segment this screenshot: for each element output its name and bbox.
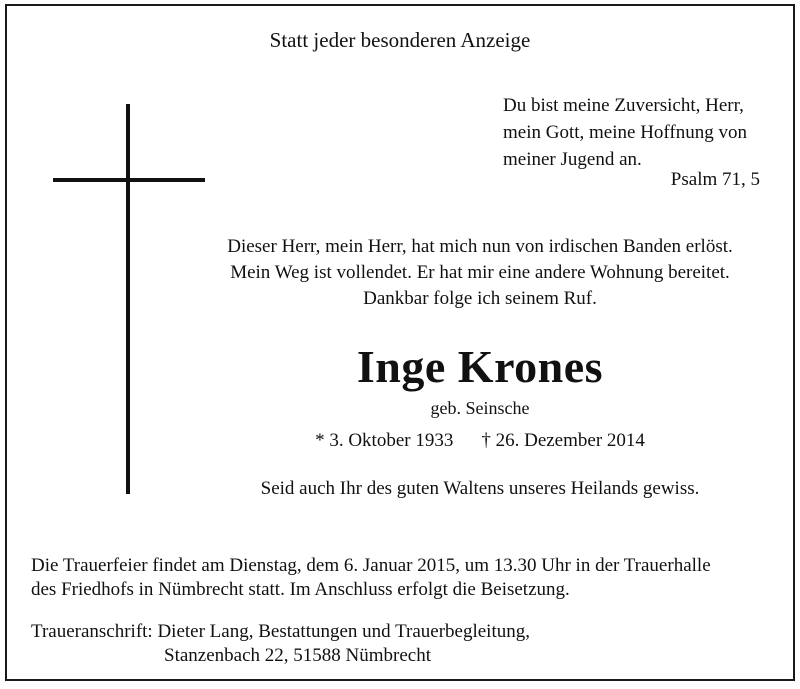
address-line-1: Traueranschrift: Dieter Lang, Bestattungen und Trauerbegleitung, (31, 621, 530, 642)
deceased-name: Inge Krones (356, 341, 604, 392)
mourning-address (31, 620, 530, 668)
verse-line: Du bist meine Zuversicht, Herr, (503, 95, 744, 116)
notice-header: Statt jeder besonderen Anzeige (269, 28, 531, 52)
funeral-line: Die Trauerfeier findet am Dienstag, dem 6. Januar 2015, um 13.30 Uhr in der Trauerhalle (31, 555, 711, 576)
cross-icon-vertical (126, 104, 130, 494)
address-line-2: Stanzenbach 22, 51588 Nümbrecht (164, 645, 431, 666)
death-date: † 26. Dezember 2014 (481, 430, 645, 451)
quote-line: Dankbar folge ich seinem Ruf. (363, 288, 597, 309)
bible-verse (503, 92, 773, 173)
funeral-info (31, 554, 791, 602)
life-dates (167, 430, 793, 452)
verse-reference: Psalm 71, 5 (670, 169, 760, 190)
verse-line: mein Gott, meine Hoffnung von (503, 122, 747, 143)
birth-date: * 3. Oktober 1933 (315, 430, 454, 451)
closing-verse: Seid auch Ihr des guten Waltens unseres Heilands gewiss. (260, 478, 700, 499)
funeral-line: des Friedhofs in Nümbrecht statt. Im Anschluss erfolgt die Beisetzung. (31, 579, 570, 600)
cross-icon-horizontal (53, 178, 205, 182)
farewell-quote (167, 234, 793, 312)
quote-line: Dieser Herr, mein Herr, hat mich nun von irdischen Banden erlöst. (227, 236, 733, 257)
maiden-name: geb. Seinsche (430, 398, 530, 418)
verse-line: meiner Jugend an. (503, 149, 642, 170)
quote-line: Mein Weg ist vollendet. Er hat mir eine andere Wohnung bereitet. (230, 262, 730, 283)
obituary-notice (5, 4, 795, 681)
